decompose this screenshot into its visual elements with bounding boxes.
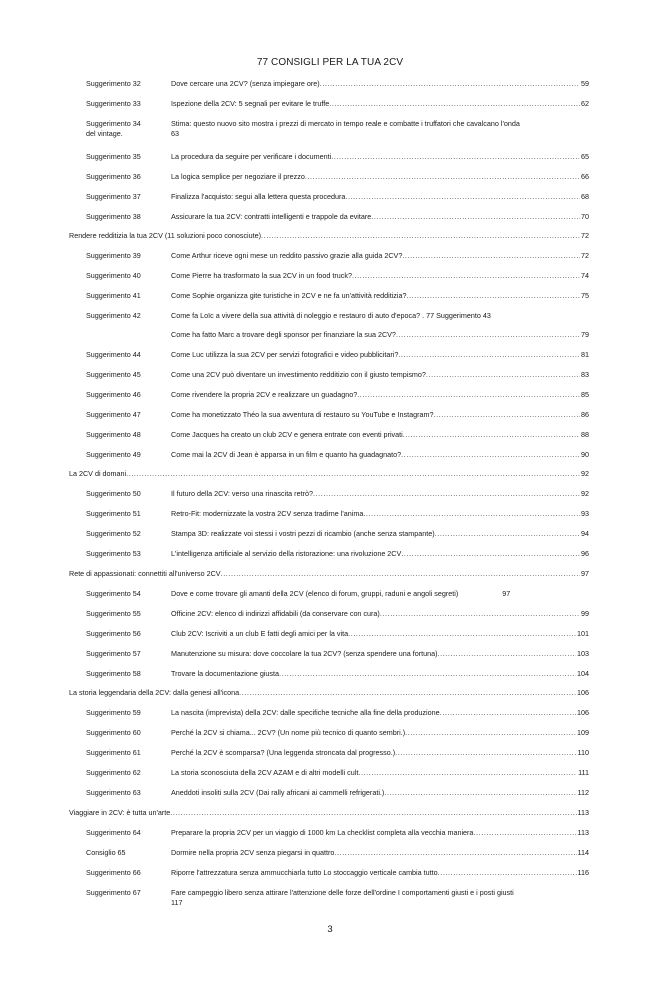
toc-entry-text [171,529,589,539]
toc-entry-text [171,509,589,519]
dot-leader [438,649,577,659]
toc-entry-page: 79 [581,330,589,339]
toc-entry-text [171,410,589,420]
toc-entry-label: Suggerimento 64 [86,828,141,837]
toc-entry-page: 66 [581,172,589,181]
toc-entry-title: Dormire nella propria 2CV senza piegarsi in quattro [171,848,335,857]
toc-entry-label: Suggerimento 40 [86,271,141,280]
toc-entry-title: L'intelligenza artificiale al servizio della ristorazione: una rivoluzione 2CV [171,549,402,558]
toc-entry-title: Club 2CV: Iscriviti a un club E fatti degli amici per la vita [171,629,349,638]
toc-entry-text [69,569,589,579]
toc-entry-text: Come fa Loïc a vivere della sua attività di noleggio e restauro di auto d'epoca? . 77 Suggerimento 43 [171,311,491,320]
toc-entry-title: Come Sophie organizza gite turistiche in 2CV e ne fa un'attività redditizia? [171,291,407,300]
toc-entry-page: 63 [171,129,179,138]
toc-entry-title: Come Luc utilizza la sua 2CV per servizi fotografici e video pubblicitari? [171,350,399,359]
dot-leader [358,768,577,778]
dot-leader [371,212,580,222]
toc-entry-page: 90 [581,450,589,459]
dot-leader [402,251,580,261]
toc-entry-page: 117 [171,898,183,907]
dot-leader [407,291,581,301]
toc-entry-text [171,79,589,89]
dot-leader [384,788,576,798]
toc-entry-title: Rendere redditizia la tua 2CV (11 soluzioni poco conosciute) [69,231,262,240]
toc-entry-title: Officine 2CV: elenco di indirizzi affidabili (da conservare con cura) [171,609,380,618]
toc-entry-label: Suggerimento 61 [86,748,141,757]
toc-entry-label: Suggerimento 53 [86,549,141,558]
toc-entry-label: Suggerimento 66 [86,868,141,877]
toc-entry-title: Aneddoti insoliti sulla 2CV (Dai rally africani ai cammelli refrigerati.) [171,788,385,797]
toc-entry-title: Finalizza l'acquisto: segui alla lettera questa procedura [171,192,346,201]
dot-leader [320,79,580,89]
dot-leader [126,469,580,479]
toc-entry-text [171,99,589,109]
toc-entry-page: 85 [581,390,589,399]
toc-entry-page: 92 [581,489,589,498]
dot-leader [352,271,580,281]
toc-entry-text [171,192,589,202]
toc-entry-text [171,549,589,559]
toc-entry-title: Perché la 2CV si chiama... 2CV? (Un nome più tecnico di quanto sembri.) [171,728,406,737]
toc-entry-text [171,708,589,718]
toc-entry-text [171,271,589,281]
toc-entry-title: Riporre l'attrezzatura senza ammucchiarla tutto Lo stoccaggio verticale cambia tutto [171,868,438,877]
toc-entry-label: Suggerimento 60 [86,728,141,737]
dot-leader [239,688,576,698]
toc-entry-title: La storia leggendaria della 2CV: dalla genesi all'icona [69,688,240,697]
toc-entry-title: Manutenzione su misura: dove coccolare la tua 2CV? (senza spendere una fortuna) [171,649,438,658]
toc-entry-text [171,848,589,858]
toc-entry-label: Suggerimento 62 [86,768,141,777]
dot-leader [405,728,576,738]
toc-entry-text [171,728,589,738]
toc-entry-text [69,231,589,241]
toc-entry-text [69,808,589,818]
toc-entry-label: Suggerimento 36 [86,172,141,181]
toc-entry-title: Come Jacques ha creato un club 2CV e genera entrate con eventi privati [171,430,403,439]
toc-entry-text [171,119,591,139]
toc-entry-title: Viaggiare in 2CV: è tutta un'arte [69,808,171,817]
toc-entry-label: Suggerimento 54 [86,589,141,598]
toc-entry-label: Consiglio 65 [86,848,126,857]
dot-leader [331,152,580,162]
dot-leader [473,828,576,838]
toc-entry-label: Suggerimento 44 [86,350,141,359]
toc-entry-title: Come Arthur riceve ogni mese un reddito passivo grazie alla guida 2CV? [171,251,403,260]
toc-entry-page: 81 [581,350,589,359]
toc-entry-label: Suggerimento 63 [86,788,141,797]
toc-entry-page: 75 [581,291,589,300]
toc-entry-page: 74 [581,271,589,280]
toc-entry-page: 92 [581,469,589,478]
toc-entry-title: Il futuro della 2CV: verso una rinascita retrò? [171,489,313,498]
dot-leader [401,549,580,559]
toc-entry-text [171,430,589,440]
toc-entry-label: Suggerimento 33 [86,99,141,108]
toc-entry-page: 116 [577,868,589,877]
dot-leader [440,708,576,718]
toc-entry-title: Come ha fatto Marc a trovare degli sponsor per finanziare la sua 2CV? [171,330,396,339]
toc-entry-title: La storia sconosciuta della 2CV AZAM e di altri modelli cult [171,768,359,777]
toc-entry-label: Suggerimento 50 [86,489,141,498]
toc-entry-text [69,688,589,698]
toc-entry-text [171,350,589,360]
toc-entry-page: 106 [577,708,589,717]
toc-entry-page: 112 [577,788,589,797]
toc-entry-title: Ispezione della 2CV: 5 segnali per evitare le truffe [171,99,330,108]
toc-entry-text [171,609,589,619]
toc-entry-page: 70 [581,212,589,221]
toc-entry-title: La procedura da seguire per verificare i documenti [171,152,332,161]
toc-entry-label-line: Suggerimento 34 [86,119,141,128]
toc-entry-text [171,152,589,162]
dot-leader [438,868,577,878]
toc-entry-text [171,828,589,838]
dot-leader [435,529,580,539]
toc-entry-title: Preparare la propria 2CV per un viaggio di 1000 km La checklist completa alla vecchia maniera [171,828,474,837]
toc-entry-text [171,291,589,301]
toc-entry-page: 101 [577,629,589,638]
dot-leader [221,569,580,579]
toc-entry-text [171,649,589,659]
toc-entry-page: 83 [581,370,589,379]
toc-entry-page: 109 [577,728,589,737]
toc-entry-title: Fare campeggio libero senza attirare l'attenzione delle forze dell'ordine I comportamenti giusti e i posti giusti [171,888,514,897]
toc-entry-label: Suggerimento 48 [86,430,141,439]
toc-entry-page: 99 [581,609,589,618]
toc-entry-text [171,768,589,778]
toc-entry-title: La 2CV di domani [69,469,127,478]
toc-entry-text [171,450,589,460]
toc-entry-label: Suggerimento 52 [86,529,141,538]
dot-leader [380,609,580,619]
toc-entry-text [171,589,510,599]
dot-leader [401,450,580,460]
toc-entry-page: 113 [577,808,589,817]
toc-entry-title: Assicurare la tua 2CV: contratti intelligenti e trappole da evitare [171,212,372,221]
toc-entry-text [69,469,589,479]
toc-entry-label: Suggerimento 56 [86,629,141,638]
toc-entry-label: Suggerimento 46 [86,390,141,399]
page-title: 77 CONSIGLI PER LA TUA 2CV [256,57,404,68]
toc-entry-text [171,212,589,222]
toc-entry-text [171,748,589,758]
toc-entry-title: La nascita (imprevista) della 2CV: dalle specifiche tecniche alla fine della produzione [171,708,440,717]
toc-entry-page: 68 [581,192,589,201]
toc-entry-page: 72 [581,231,589,240]
dot-leader [434,410,581,420]
toc-entry-label: Suggerimento 67 [86,888,141,897]
toc-entry-label: Suggerimento 51 [86,509,141,518]
toc-entry-label: Suggerimento 37 [86,192,141,201]
toc-entry-title: La logica semplice per negoziare il prezzo [171,172,305,181]
dot-leader [329,99,580,109]
toc-entry-title: Rete di appassionati: connettiti all'universo 2CV [69,569,221,578]
toc-entry-text [171,868,589,878]
toc-entry-page: 114 [577,848,589,857]
toc-entry-page: 65 [581,152,589,161]
toc-entry-label: Suggerimento 42 [86,311,141,320]
dot-leader [313,489,580,499]
toc-entry-label: Suggerimento 57 [86,649,141,658]
toc-entry-title: Come mai la 2CV di Jean è apparsa in un film e quanto ha guadagnato? [171,450,402,459]
dot-leader [305,172,580,182]
dot-leader [395,748,576,758]
dot-leader [396,330,580,340]
dot-leader [357,390,580,400]
toc-entry-text [171,370,589,380]
toc-entry-text [171,330,589,340]
toc-entry-label: Suggerimento 45 [86,370,141,379]
toc-entry-label: Suggerimento 41 [86,291,141,300]
toc-entry-title: Stampa 3D: realizzate voi stessi i vostri pezzi di ricambio (anche senza stampante) [171,529,435,538]
dot-leader [261,231,580,241]
toc-entry-text [171,251,589,261]
toc-entry-page: 113 [577,828,589,837]
toc-entry-page: 97 [502,589,511,598]
dot-leader [348,629,576,639]
toc-entry-text [171,788,589,798]
toc-entry-page: 59 [581,79,589,88]
toc-entry-page: 62 [581,99,589,108]
dot-leader [170,808,576,818]
dot-leader [403,430,580,440]
toc-entry-title: Dove cercare una 2CV? (senza impiegare ore) [171,79,320,88]
toc-entry-title: Dove e come trovare gli amanti della 2CV (elenco di forum, gruppi, raduni e angoli segreti) [171,589,459,598]
toc-entry-label: Suggerimento 58 [86,669,141,678]
toc-entry-title: Perché la 2CV è scomparsa? (Una leggenda stroncata dal progresso.) [171,748,396,757]
toc-entry-label: Suggerimento 32 [86,79,141,88]
toc-entry-label-line: del vintage. [86,129,123,138]
toc-entry-page: 111 [578,768,589,777]
page-number: 3 [327,924,333,935]
toc-entry-title: Trovare la documentazione giusta [171,669,280,678]
toc-entry-label: Suggerimento 39 [86,251,141,260]
toc-entry-label: Suggerimento 47 [86,410,141,419]
toc-entry-label: Suggerimento 38 [86,212,141,221]
toc-entry-label: Suggerimento 35 [86,152,141,161]
dot-leader [426,370,580,380]
dot-leader [334,848,576,858]
dot-leader [345,192,580,202]
toc-entry-page: 86 [581,410,589,419]
toc-entry-page: 96 [581,549,589,558]
dot-leader [279,669,576,679]
toc-entry-text [171,888,591,908]
toc-entry-label [86,119,141,139]
toc-entry-label: Suggerimento 49 [86,450,141,459]
toc-entry-text [171,172,589,182]
toc-entry-page: 93 [581,509,589,518]
toc-entry-text [171,489,589,499]
toc-entry-page: 104 [577,669,589,678]
toc-entry-text [171,390,589,400]
toc-entry-title: Come Pierre ha trasformato la sua 2CV in un food truck? [171,271,352,280]
toc-entry-page: 94 [581,529,589,538]
toc-entry-page: 88 [581,430,589,439]
toc-entry-page: 103 [577,649,589,658]
toc-entry-label: Suggerimento 59 [86,708,141,717]
toc-entry-title: Come rivendere la propria 2CV e realizzare un guadagno? [171,390,358,399]
dot-leader [363,509,580,519]
toc-entry-page: 106 [577,688,589,697]
toc-entry-title: Retro-Fit: modernizzate la vostra 2CV senza tradirne l'anima [171,509,364,518]
toc-entry-title: Come una 2CV può diventare un investimento redditizio con il giusto tempismo? [171,370,426,379]
toc-entry-text [171,669,589,679]
toc-entry-page: 72 [581,251,589,260]
toc-entry-label: Suggerimento 55 [86,609,141,618]
toc-entry-text [171,629,589,639]
toc-entry-page: 110 [577,748,589,757]
toc-entry-title: Stima: questo nuovo sito mostra i prezzi di mercato in tempo reale e combatte i truffatori che cavalcano l'onda [171,119,520,128]
dot-leader [398,350,580,360]
toc-entry-page: 97 [581,569,589,578]
toc-entry-title: Come ha monetizzato Théo la sua avventura di restauro su YouTube e Instagram? [171,410,434,419]
